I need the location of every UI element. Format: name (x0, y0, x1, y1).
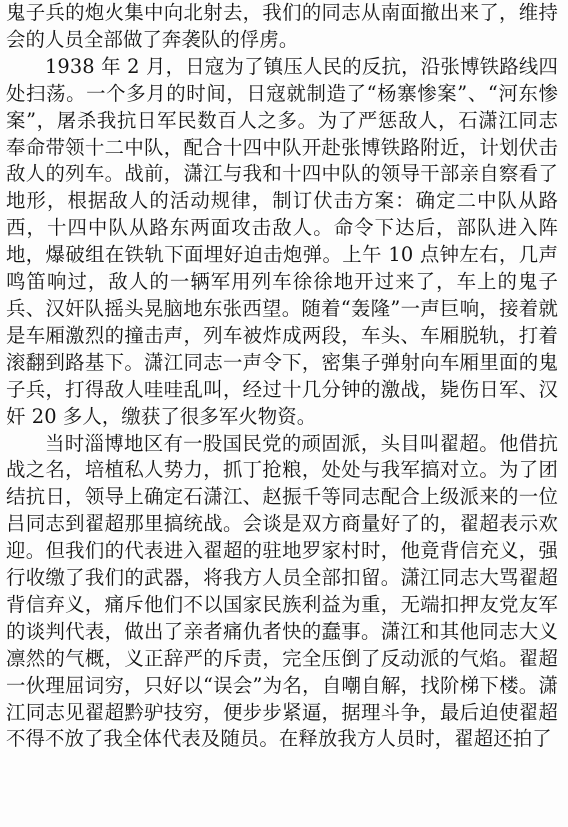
paragraph-3: 当时淄博地区有一股国民党的顽固派，头目叫翟超。他借抗战之名，培植私人势力，抓丁抢粮，处处与我军搞对立。为了团结抗日，领导上确定石潇江、赵振千等同志配合上级派来的一位吕同志到翟超那里搞统战。会谈是双方商量好了的，翟超表示欢迎。但我们的代表进入翟超的驻地罗家村时，他竟背信充义，强行收缴了我们的武器，将我方人员全部扣留。潇江同志大骂翟超背信弃义，痛斥他们不以国家民族利益为重，无端扣押友党友军的谈判代表，做出了亲者痛仇者快的蠢事。潇江和其他同志大义凛然的气概，义正辞严的斥责，完全压倒了反动派的气焰。翟超一伙理屈词穷，只好以“误会”为名，自嘲自解，找阶梯下楼。潇江同志见翟超黔驴技穷，便步步紧逼，据理斗争，最后迫使翟超不得不放了我全体代表及随员。在释放我方人员时，翟超还拍了 (6, 431, 558, 751)
paragraph-2: 1938 年 2 月，日寇为了镇压人民的反抗，沿张博铁路线四处扫荡。一个多月的时间，日寇就制造了“杨寨惨案”、“河东惨案”，屠杀我抗日军民数百人之多。为了严惩敌人，石潇江同志奉命带领十二中队，配合十四中队开赴张博铁路附近，计划伏击敌人的列车。战前，潇江与我和十四中队的领导干部亲自察看了地形，根据敌人的活动规律，制订伏击方案：确定二中队从路西，十四中队从路东两面攻击敌人。命令下达后，部队进入阵地，爆破组在铁轨下面埋好迫击炮弹。上午 10 点钟左右，几声鸣笛响过，敌人的一辆军用列车徐徐地开过来了，车上的鬼子兵、汉奸队摇头晃脑地东张西望。随着“轰隆”一声巨响，接着就是车厢激烈的撞击声，列车被炸成两段，车头、车厢脱轨，打着滚翻到路基下。潇江同志一声令下，密集子弹射向车厢里面的鬼子兵，打得敌人哇哇乱叫，经过十几分钟的激战，毙伤日军、汉奸 20 多人，缴获了很多军火物资。 (6, 54, 558, 428)
paragraph-1: 鬼子兵的炮火集中向北射去，我们的同志从南面撤出来了，维持会的人员全部做了奔袭队的俘虏。 (6, 1, 558, 51)
